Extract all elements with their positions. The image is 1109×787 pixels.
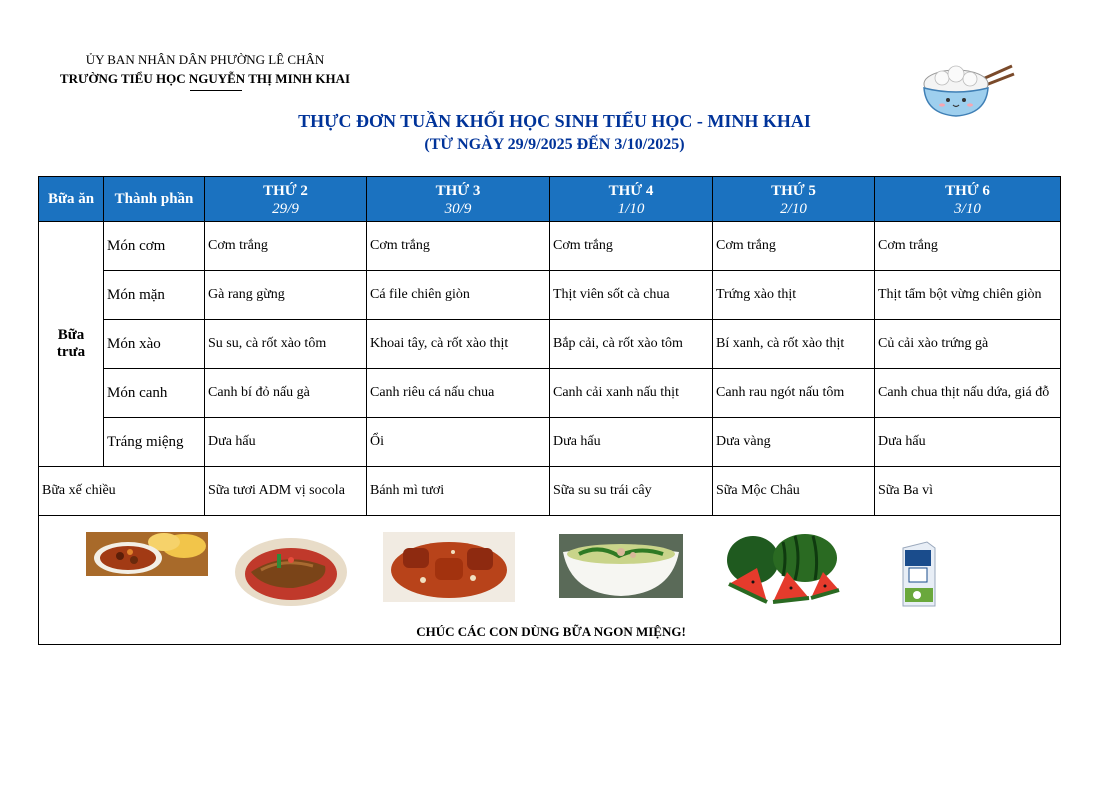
component-label: Món xào [104, 320, 205, 369]
menu-cell: Củ cải xào trứng gà [875, 320, 1061, 369]
menu-cell: Sữa Ba vì [875, 467, 1061, 516]
menu-cell: Cơm trắng [367, 222, 550, 271]
menu-cell: Sữa tươi ADM vị socola [205, 467, 367, 516]
food-photos-cell [39, 516, 1061, 645]
page-title: THỰC ĐƠN TUẦN KHỐI HỌC SINH TIỂU HỌC - MINH KHAI [298, 111, 811, 131]
glazed-pork-ribs-photo [383, 532, 515, 602]
component-label: Món mặn [104, 271, 205, 320]
day-date: 30/9 [444, 201, 472, 217]
menu-cell: Cá file chiên giòn [367, 271, 550, 320]
component-label: Tráng miệng [104, 418, 205, 467]
menu-cell: Dưa vàng [713, 418, 875, 467]
column-header-component: Thành phần [104, 177, 205, 222]
school-name-underline [190, 90, 242, 91]
day-date: 2/10 [780, 201, 807, 217]
day-date: 1/10 [617, 201, 645, 217]
menu-cell: Thịt tẩm bột vừng chiên giòn [875, 271, 1061, 320]
vegetable-soup-photo [559, 534, 683, 598]
menu-cell: Dưa hấu [550, 418, 713, 467]
day-header [205, 177, 367, 222]
menu-cell: Bắp cải, cà rốt xào tôm [550, 320, 713, 369]
menu-cell: Cơm trắng [713, 222, 875, 271]
menu-cell: Su su, cà rốt xào tôm [205, 320, 367, 369]
school-name: TRƯỜNG TIỂU HỌC NGUYỄN THỊ MINH KHAI [59, 71, 351, 86]
menu-cell: Canh rau ngót nấu tôm [713, 369, 875, 418]
table-row [39, 320, 1061, 369]
day-name: THỨ 4 [608, 183, 654, 199]
beef-stew-with-bread-photo [86, 532, 208, 576]
menu-cell: Canh cải xanh nấu thịt [550, 369, 713, 418]
day-name: THỨ 6 [945, 183, 990, 199]
menu-cell: Sữa su su trái cây [550, 467, 713, 516]
menu-cell: Ổi [367, 418, 550, 467]
day-name: THỨ 5 [771, 183, 816, 199]
menu-cell: Cơm trắng [205, 222, 367, 271]
menu-cell: Trứng xào thịt [713, 271, 875, 320]
day-date: 29/9 [272, 201, 299, 217]
menu-cell: Dưa hấu [875, 418, 1061, 467]
table-row [39, 467, 1061, 516]
closing-message: CHÚC CÁC CON DÙNG BỮA NGON MIỆNG! [416, 624, 686, 639]
table-row [39, 222, 1061, 271]
menu-cell: Sữa Mộc Châu [713, 467, 875, 516]
lunch-label: Bữa trưa [39, 222, 104, 467]
day-header [550, 177, 713, 222]
weekly-menu-table [38, 176, 1061, 645]
table-row [39, 369, 1061, 418]
menu-cell: Cơm trắng [875, 222, 1061, 271]
rice-bowl-with-chopsticks-icon [914, 52, 1018, 124]
day-header [875, 177, 1061, 222]
table-row [39, 418, 1061, 467]
column-header-meal: Bữa ăn [39, 177, 104, 222]
table-row [39, 271, 1061, 320]
photo-row [39, 516, 1061, 645]
menu-cell: Canh bí đỏ nấu gà [205, 369, 367, 418]
day-date: 3/10 [954, 201, 981, 217]
table-header-row [39, 177, 1061, 222]
watermelon-photo [723, 532, 841, 608]
menu-cell: Dưa hấu [205, 418, 367, 467]
day-header [713, 177, 875, 222]
menu-cell: Thịt viên sốt cà chua [550, 271, 713, 320]
menu-cell: Gà rang gừng [205, 271, 367, 320]
snack-label: Bữa xế chiều [39, 467, 205, 516]
milk-carton-photo [895, 540, 939, 608]
menu-cell: Bí xanh, cà rốt xào thịt [713, 320, 875, 369]
fried-fish-photo [233, 532, 349, 608]
component-label: Món cơm [104, 222, 205, 271]
menu-cell: Canh riêu cá nấu chua [367, 369, 550, 418]
component-label: Món canh [104, 369, 205, 418]
menu-cell: Bánh mì tươi [367, 467, 550, 516]
date-range-subtitle: (TỪ NGÀY 29/9/2025 ĐẾN 3/10/2025) [424, 136, 685, 153]
day-name: THỨ 2 [263, 183, 308, 199]
menu-cell: Khoai tây, cà rốt xào thịt [367, 320, 550, 369]
district-committee-name: ỦY BAN NHÂN DÂN PHƯỜNG LÊ CHÂN [85, 52, 325, 67]
menu-cell: Cơm trắng [550, 222, 713, 271]
day-header [367, 177, 550, 222]
day-name: THỨ 3 [435, 183, 481, 199]
menu-cell: Canh chua thịt nấu dứa, giá đỗ [875, 369, 1061, 418]
